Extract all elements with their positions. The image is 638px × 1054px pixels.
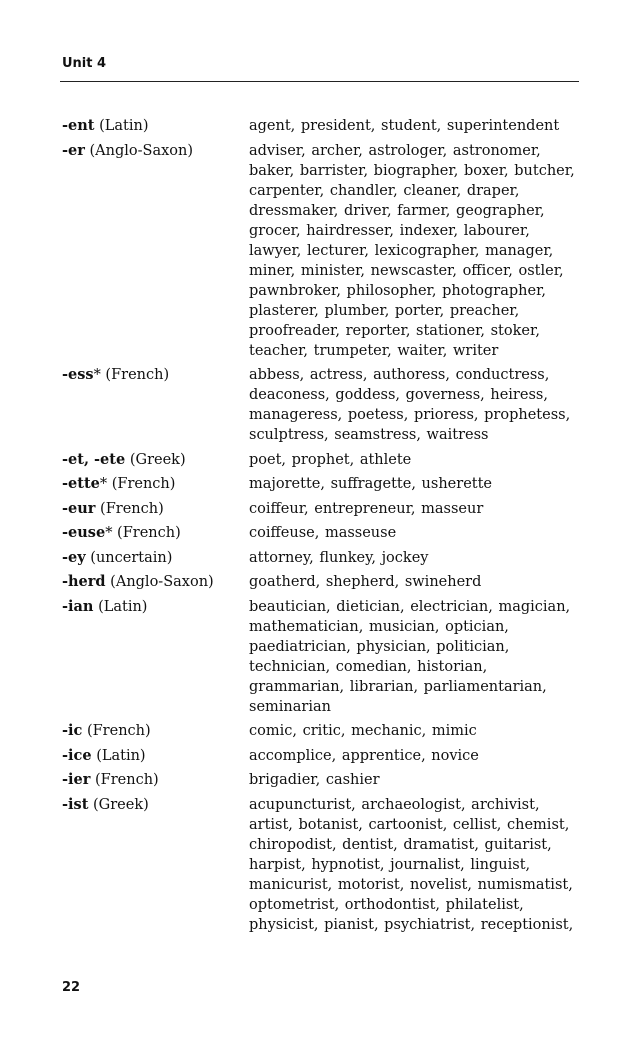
suffix-cell [62,141,249,361]
suffix-origin: * (French) [93,367,170,383]
suffix-term: -ey [62,548,86,566]
example-words: adviser, archer, astrologer, astronomer, baker, barrister, biographer, boxer, butcher, carpenter, chandler, cleaner, draper, dressmaker, driver, farmer, geographer, grocer, hairdresser, indexer, labourer, lawyer, lecturer, lexicographer, manager, miner, minister, newscaster, officer, ostler, pawnbroker, philosopher, photographer, plasterer, plumber, porter, preacher, proofreader, reporter, stationer, stoker, teacher, trumpeter, waiter, writer [249,142,575,359]
suffix-origin: (French) [95,500,164,517]
suffix-term: -ier [62,771,91,788]
suffix-list [62,116,582,939]
suffix-term: -ian [62,597,94,615]
suffix-cell [62,450,249,470]
suffix-term: -eur [62,499,96,517]
suffix-cell [62,746,249,766]
example-words: beautician, dietician, electrician, magician, mathematician, musician, optician, paediatrician, physician, politician, technician, comedian, historian, grammarian, librarian, parliamentarian, seminarian [249,598,571,715]
example-words: poet, prophet, athlete [249,451,412,468]
example-words: coiffeur, entrepreneur, masseur [249,500,484,517]
suffix-cell [62,721,249,741]
list-item [62,548,582,568]
list-item [62,474,582,494]
suffix-origin: (French) [82,723,151,739]
list-item [62,795,582,935]
example-words: abbess, actress, authoress, conductress, deaconess, goddess, governess, heiress, manageress, poetess, prioress, prophetess, sculptress, seamstress, waitress [249,367,571,443]
suffix-cell [62,116,249,136]
suffix-term: -ice [62,746,92,764]
example-words: acupuncturist, archaeologist, archivist, artist, botanist, cartoonist, cellist, chemist, chiropodist, dentist, dramatist, guitarist, harpist, hypnotist, journalist, linguist, manicurist, motorist, novelist, numismatist, optometrist, orthodontist, philatelist, physicist, pianist, psychiatrist, receptionist, [249,796,574,933]
list-item [62,770,582,790]
list-item [62,523,582,543]
suffix-term: -ette [62,475,100,492]
suffix-cell [62,795,249,935]
example-words: accomplice, apprentice, novice [249,747,479,764]
running-header: Unit 4 [62,56,107,71]
suffix-cell [62,770,249,790]
suffix-origin: (Latin) [94,118,149,134]
header-rule [60,81,579,82]
list-item [62,572,582,592]
page-number: 22 [62,980,81,995]
suffix-origin: (Greek) [88,796,149,813]
list-item [62,365,582,445]
suffix-cell [62,548,249,568]
suffix-origin: * (French) [105,525,181,541]
example-words: goatherd, shepherd, swineherd [249,574,482,590]
list-item [62,746,582,766]
suffix-cell [62,597,249,717]
suffix-cell [62,365,249,445]
example-words: comic, critic, mechanic, mimic [249,723,477,739]
suffix-origin: (Anglo-Saxon) [84,142,193,159]
suffix-term: -et, -ete [62,450,126,468]
suffix-cell [62,523,249,543]
suffix-term: -herd [62,573,106,590]
example-words: majorette, suffragette, usherette [249,476,493,492]
suffix-term: -ent [62,117,95,134]
list-item [62,450,582,470]
suffix-term: -ic [62,722,83,739]
suffix-origin: (French) [90,772,159,788]
list-item [62,721,582,741]
list-item [62,141,582,361]
example-words: attorney, flunkey, jockey [249,549,429,566]
suffix-origin: (Latin) [91,747,146,764]
example-words: brigadier, cashier [249,772,380,788]
example-words: coiffeuse, masseuse [249,525,397,541]
suffix-origin: (Anglo-Saxon) [105,574,214,590]
list-item [62,499,582,519]
suffix-cell [62,572,249,592]
list-item [62,597,582,717]
suffix-origin: (Latin) [93,598,148,615]
suffix-term: -er [62,141,85,159]
suffix-origin: (Greek) [125,451,186,468]
suffix-origin: (uncertain) [85,549,173,566]
list-item [62,116,582,136]
suffix-term: -ess [62,366,94,383]
example-words: agent, president, student, superintendent [249,118,560,134]
suffix-term: -ist [62,795,89,813]
suffix-cell [62,474,249,494]
suffix-cell [62,499,249,519]
suffix-term: -euse [62,524,106,541]
suffix-origin: * (French) [99,476,176,492]
